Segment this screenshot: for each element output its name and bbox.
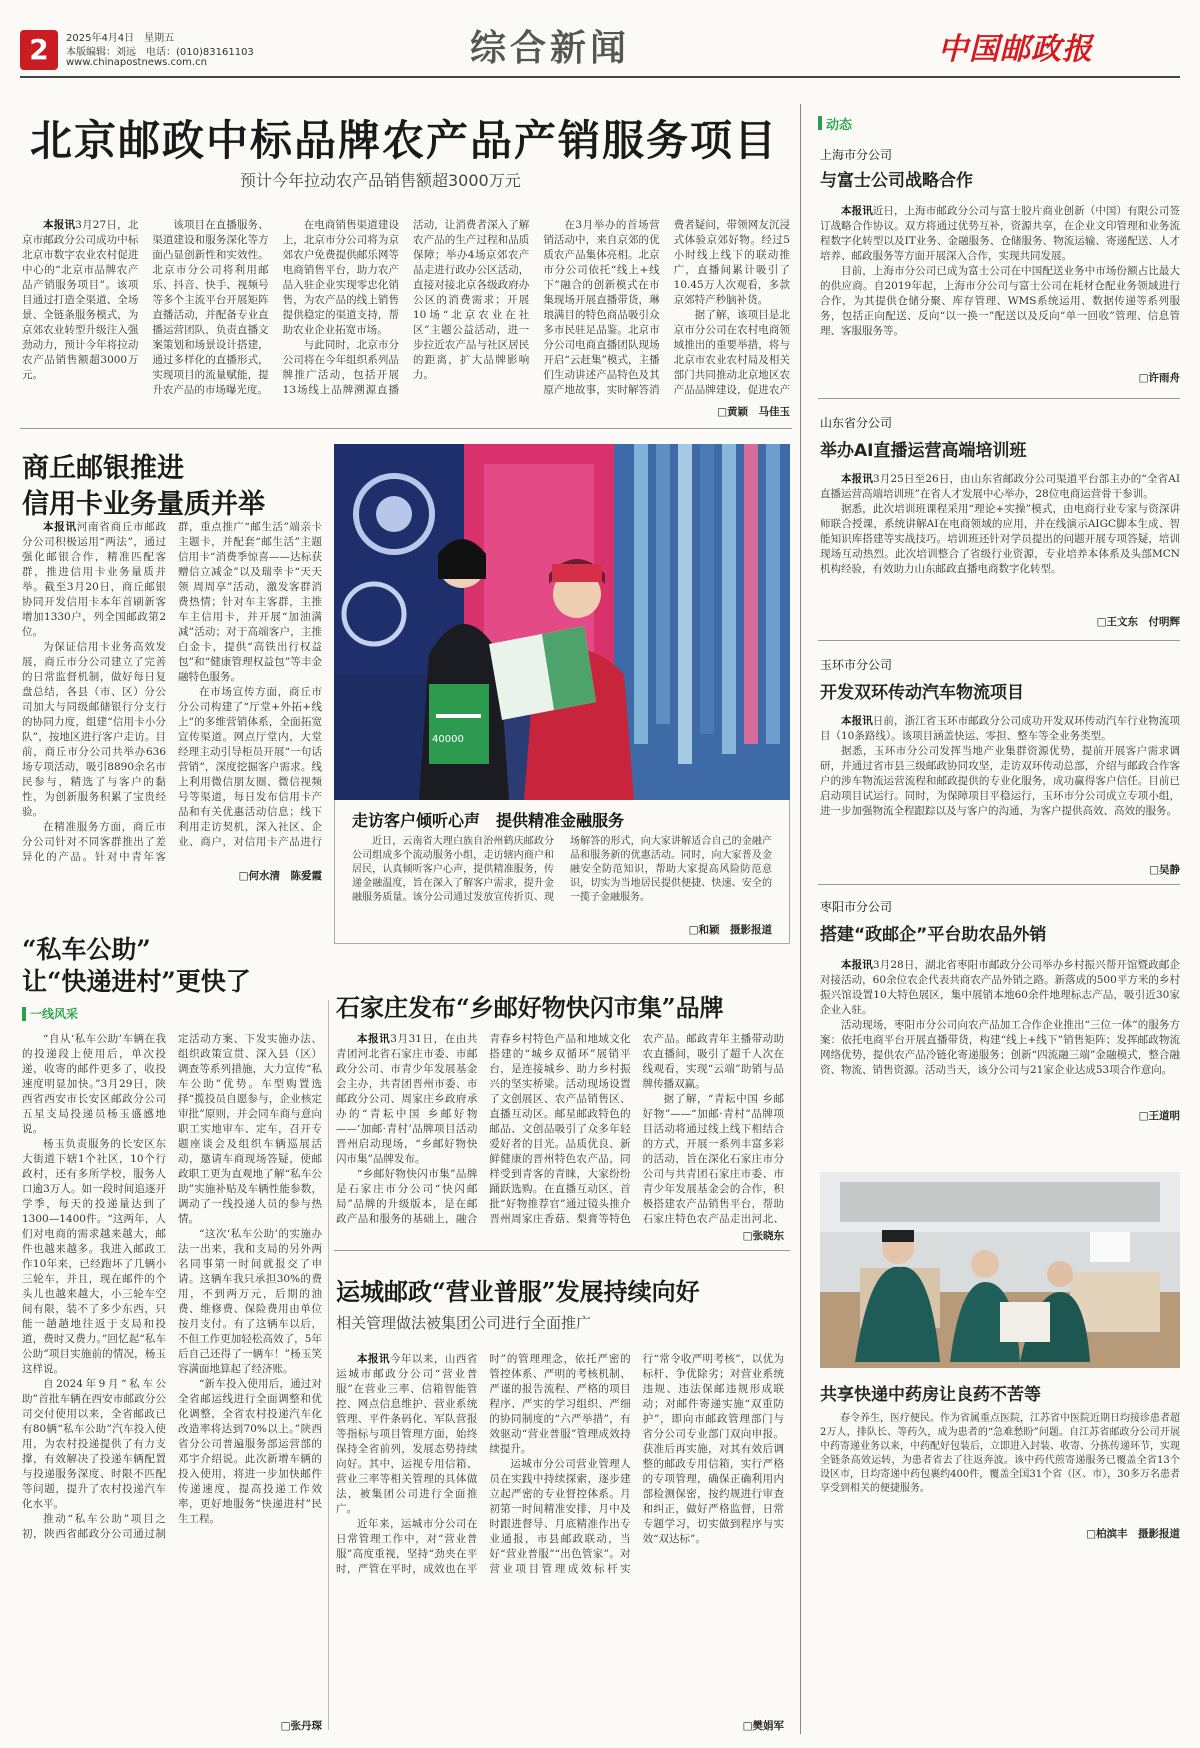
lead-subtitle: 预计今年拉动农产品销售额超3000万元 bbox=[240, 171, 521, 190]
rule-above-yuncheng bbox=[334, 1250, 790, 1251]
editor-line: 本版编辑：刘远 电话：(010)83161103 bbox=[66, 47, 254, 58]
lead-title: 北京邮政中标品牌农产品产销服务项目 bbox=[30, 116, 779, 165]
yuncheng-p1: 今年以来，山西省运城市邮政分公司“营业普服”在营业三率、信箱智能管控、网点信息维护、营业系统管理、平件条码化、军队营报等指标与项目管理方面，始终保持全省前列，发展态势持续向好。其中，运视专用信箱、营业三率等相关管理的具体做法，被集团公司进行全面推广。 bbox=[336, 1353, 478, 1515]
sidebar-rule-1 bbox=[818, 398, 1180, 399]
sidebar-item-author-3: □吴静 bbox=[1149, 864, 1180, 876]
sidebar-item-title-3: 开发双环传动汽车物流项目 bbox=[820, 683, 1024, 703]
shijiazhuang-p1: 3月31日，在由共青团河北省石家庄市委、市邮政分公司、市青少年发展基金会主办，共青团晋州市委、市邮政分公司、周家庄乡政府承办的“青耘中国 乡邮好物——‘加邮·青村’品牌项目活动晋州启动现场，“乡邮好物快闪市集”品牌发布。 bbox=[336, 1033, 478, 1165]
shijiazhuang-body bbox=[336, 1032, 784, 1228]
private-car-p6: “新车投入使用后，通过对全省邮运线进行全面调整和优化调整，全省农村投递汽车化改造率将达到70%以上。”陕西省分公司普遍服务部运营部的邓宇介绍说。此次新增车辆的投入使用，将进一步加快邮件传递速度，提高投递工作效率，更好地服务“快递进村”民生工程。 bbox=[178, 1378, 322, 1525]
sidebar-item-2-p1: 3月25日至26日，由山东省邮政分公司渠道平台部主办的“全省AI直播运营高端培训班”在省人才发展中心举办，28位电商运营骨干参训。 bbox=[820, 473, 1180, 500]
sidebar-item-org-1: 上海市分公司 bbox=[820, 148, 893, 162]
sidebar-rule-2 bbox=[818, 640, 1180, 641]
page-number: 2 bbox=[29, 33, 49, 66]
lead-p6: 据了解，该项目是北京市分公司在农村电商领域推出的重要举措，将与北京市农业农村局及相关部门共同推动北京地区农产品品牌建设，促进农产 bbox=[673, 309, 790, 396]
private-car-p3: 自2024年9月“私车公助”首批车辆在西安市邮政分公司交付使用以来，全省邮政已有80辆“私车公助”汽车投入使用，为农村投递提供了有力支撑，有效解决了投递车辆配置与投递服务深度、时限不匹配等问题，提升了农村投递汽车化水平。 bbox=[22, 1378, 166, 1510]
lead-p1: 3月27日，北京市邮政分公司成功中标北京市数字农业农村促进中心的“北京市品牌农产品产销服务项目”。该项目通过打造全渠道、全场景、全链条服务模式，为京郊农业转型升级注入强劲动力，预计今年将拉动农产品销售额超3000万元。 bbox=[22, 219, 139, 381]
sidebar-item-2-p2: 据悉，此次培训班课程采用“理论+实操”模式，由电商行业专家与资深讲师联合授课，系统讲解AI在电商领域的应用，并在线演示AIGC脚本生成、智能知识库搭建等实战技巧。培训班还针对学员提出的问题开展专项答疑，培训现场互动热烈。此次培训整合了省级行业资源，专业培养本体系及头部MCN机构经验，有效助力山东邮政直播电商数字化转型。 bbox=[820, 503, 1180, 575]
sidebar-item-4-p1: 3月28日，湖北省枣阳市邮政分公司举办乡村振兴帮开馆暨政邮企对接活动，60余位农企代表共商农产品外销之路。新落成的500平方米的乡村振兴馆设置10大特色展区，集中展销本地60余件地理标志产品，吸引近30家企业入驻。 bbox=[820, 959, 1180, 1016]
private-car-title-1: “私车公助” bbox=[22, 935, 151, 964]
shangqiu-title-2: 信用卡业务量质并举 bbox=[22, 489, 265, 520]
sidebar-tag-bar bbox=[818, 116, 822, 130]
pharmacy-text bbox=[820, 1412, 1180, 1528]
sidebar-item-title-4: 搭建“政邮企”平台助农品外销 bbox=[820, 925, 1047, 945]
yuncheng-p3: 运城市分公司营业管理人员在实践中持续探索，逐步建立起严密的专业督控体系。月初第一时间精准安排，月中及时跟进督导、月底精准作出专业通报，市县邮政联动，当好“营业普服”“出色管家”。对营业项目管理成效标杆实行“常令收严明考核”，以优为标杆、争优除劣；对营业系统违规、违法保邮违规形成联动；对邮件寄递实施“双重防护”，即向市邮政管理部门与省分公司专业部门双向申报。获准后再实施，对其有效后调整的邮政专用信箱，实行严格的专项管理，确保正确利用内部检测保密，按约规进行审查和纠正，做好严格监督，日常专题学习，切实做到程序与实效“双达标”。 bbox=[489, 1353, 784, 1575]
shijiazhuang-title: 石家庄发布“乡邮好物快闪市集”品牌 bbox=[336, 993, 724, 1022]
sidebar-item-body-4 bbox=[820, 958, 1180, 1108]
pharmacy-p1: 春令养生，医疗便民。作为省属重点医院，江苏省中医院近期日均接诊患者超2万人，排队长、等药久，成为患者的“急难愁盼”问题。自江苏省邮政分公司开展中药寄递业务以来，中药配好包装后，立即进入封装、收寄、分拣传递环节，实现全链条高效运转，为患者省去了往返奔波。该中药代煎寄递服务已覆盖全省13个设区市，日均寄递中药包裹约400件，覆盖全国31个省（区、市），30多万名患者享受到相关的便捷服务。 bbox=[820, 1413, 1180, 1494]
sidebar-item-3-p2: 据悉，玉环市分公司发挥当地产业集群资源优势，提前开展客户需求调研，并通过省市县三级邮政协同攻坚，走访双环传动总部，介绍与邮政合作客户的涉车物流运营流程和邮政提供的专业化服务，成功赢得客户信任。目前已启动项目试运行。同时，为保障项目平稳运行，玉环市分公司成立专项小组，进一步加强物流全程跟踪以及与客户的沟通，为客户提供高效、高效的服务。 bbox=[820, 745, 1180, 817]
bank-visit-photo bbox=[334, 444, 790, 800]
private-car-p4: 推动“私车公助”项目之初，陕西省邮政分公司通过制定活动方案、下发实施办法、组织政策宣贯、深入县（区）调查等系列措施，大力宣传“私车公助”优势。车型购置选择“揽投员自愿参与，企业核定审批”原则，并会同车商与意向职工实地审车、定车，召开专题座谈会及组织车辆巡展活动，邀请车商现场答疑，使邮政职工更为直观地了解“私车公助”实施补贴及车辆性能参数，调动了一线投递人员的参与热情。 bbox=[22, 1033, 322, 1540]
private-car-body bbox=[22, 1032, 322, 1720]
masthead-rule bbox=[20, 76, 1180, 78]
shangqiu-p2: 为保证信用卡业务高效发展，商丘市分公司建立了完善的日常监督机制，做好每日复盘总结，各县（市、区）分公司加大与同级邮储银行分支行的协同力度，组建“信用卡小分队”，按地区进行客户走访。目前，商丘市分公司共举办636场专项活动，吸引8890余名市民参与，精选了与客户的黏性，为创新服务积累了宝贵经验。 bbox=[22, 641, 166, 818]
lead-body bbox=[22, 218, 790, 404]
pharmacy-title: 共享快递中药房让良药不苦等 bbox=[820, 1385, 1041, 1405]
shangqiu-p3: 在精准服务方面，商丘市分公司针对不同客群推出了差异化的产品。针对中青年客群，重点推广“邮生活”端亲卡主题卡，并配套“邮生活”主题信用卡“消费季惊喜——达标获赠信立减金”以及瑞幸卡“天天领 周周享”活动，激发客群消费热情；针对车主客群，主推车主信用卡，并开展“加油满减”活动；对于高端客户，主推白金卡，提供“高铁出行权益包”和“健康管理权益包”等丰金融特色服务。 bbox=[22, 521, 322, 863]
column-divider-left bbox=[328, 1000, 329, 1730]
sidebar-lead-in-1: 本报讯 bbox=[841, 205, 873, 217]
shangqiu-p1: 河南省商丘市邮政分公司积极运用“两法”，通过强化邮银合作，精准匹配客群，推进信用卡业务量质并举。截至3月20日，商丘邮银协同开发信用卡本年首刷新客增加1330户，列全国邮政第2位。 bbox=[22, 521, 166, 638]
yuncheng-body bbox=[336, 1352, 784, 1718]
photo-caption-title: 走访客户倾听心声 提供精准金融服务 bbox=[352, 811, 625, 830]
section-title: 综合新闻 bbox=[469, 27, 630, 69]
brand-logo: 中国邮政报 bbox=[938, 32, 1093, 67]
lead-p2: 该项目在直播服务、渠道建设和服务深化等方面凸显创新性和实效性。北京市分公司将利用邮乐、抖音、快手、视频号等多个主流平台开展矩阵直播活动，并配备专业直播运营团队，负责直播文案策划和场景设计搭建，通过多样化的直播形式，实现项目的流量赋能，提升农产品的市场曝光度。 bbox=[152, 219, 269, 396]
column-tag: 一线风采 bbox=[30, 1007, 79, 1021]
pharmacy-author: □柏滨丰 摄影报道 bbox=[1086, 1528, 1180, 1540]
rule-under-lead bbox=[20, 428, 792, 429]
sidebar-item-3-p1: 日前，浙江省玉环市邮政分公司成功开发双环传动汽车行业物流项目（10条路线）。该项目涵盖快运、零担、整车等全业务类型。 bbox=[820, 715, 1180, 742]
photo-caption-border bbox=[334, 800, 790, 944]
shijiazhuang-author: □张晓东 bbox=[742, 1230, 784, 1242]
shijiazhuang-p3: 据了解，“青耘中国 乡邮好物”——“加邮·青村”品牌项目活动将通过线上线下相结合的方式，开展一系列丰富多彩的活动，旨在深化石家庄市分公司与共青团石家庄市委、市青少年发展基金会的合作，积极搭建农产品销售平台，帮助石家庄特色农产品走出河北、 bbox=[642, 1093, 784, 1225]
sidebar-item-body-1 bbox=[820, 204, 1180, 370]
sidebar-item-1-p1: 近日，上海市邮政分公司与富士胶片商业创新（中国）有限公司签订战略合作协议。双方将通过优势互补，资源共享，在企业文印管理和业务流程数字化转型以及IT业务、金融服务、仓储服务、物流运输、寄递配送、人才培养、邮政服务等方面开展深入合作，实现共同发展。 bbox=[820, 205, 1180, 262]
private-car-p5: “这次‘私车公助’的实施办法一出来，我和支局的另外两名同事第一时间就报交了申请。这辆车我只承担30%的费用，不到两万元，后期的油费、维修费、保险费用由单位按月支付。有了这辆车以后，不但工作更加轻松高效了，5年后自己还得了一辆车！”杨玉笑容满面地算起了经济账。 bbox=[178, 1228, 322, 1375]
shangqiu-body bbox=[22, 520, 322, 870]
shangqiu-lead-in: 本报讯 bbox=[43, 521, 77, 533]
column-tag-bar bbox=[22, 1007, 26, 1021]
lead-p5: 在3月举办的首场营销活动中，来自京郊的优质农产品集体亮相。北京市分公司依托“线上+线下”融合的创新模式在市集现场开展直播带货，琳琅满目的特色商品吸引众多市民驻足品鉴。北京市分公司电商直播团队现场开启“云赶集”模式，主播们生动讲述产品特色及其原产地故事，实时解答消费者疑问，带领网友沉浸式体验京郊好物。经过5小时线上线下的联动推广，直播间累计吸引了10.45万人次观看，多款京郊特产秒脑补货。 bbox=[543, 219, 790, 396]
shangqiu-author: □何水清 陈爱霞 bbox=[238, 870, 322, 882]
sidebar-tag: 动态 bbox=[826, 118, 853, 133]
yuncheng-subtitle: 相关管理做法被集团公司进行全面推广 bbox=[336, 1314, 592, 1332]
sidebar-item-author-1: □许雨舟 bbox=[1138, 372, 1180, 384]
yuncheng-title: 运城邮政“营业普服”发展持续向好 bbox=[336, 1277, 700, 1306]
shijiazhuang-lead-in: 本报讯 bbox=[357, 1033, 391, 1045]
yuncheng-author: □樊娟军 bbox=[742, 1720, 784, 1732]
lead-p4: 与此同时，北京市分公司将在今年组织系列品牌推广活动，包括开展13场线上品牌溯源直播活动，让消费者深入了解农产品的生产过程和品质保障；举办4场京郊农产品走进行政办公区活动，直接对接北京各级政府办公区的消费需求；开展10场“北京农业在社区”主题公益活动，进一步拉近农产品与社区居民的距离，扩大品牌影响力。 bbox=[282, 219, 530, 396]
lead-author: □黄颖 马佳玉 bbox=[717, 406, 790, 418]
sidebar-lead-in-3: 本报讯 bbox=[841, 715, 873, 727]
private-car-title-2: 让“快递进村”更快了 bbox=[22, 967, 251, 996]
sidebar-lead-in-2: 本报讯 bbox=[841, 473, 873, 485]
private-car-p1: “自从‘私车公助’车辆在我的投递段上使用后，单次投递，收寄的邮件更多了，收投速度明显加快。”3月29日，陕西省西安市长安区邮政分公司五星支局投递员杨玉盛感地说。 bbox=[22, 1033, 166, 1135]
site-url[interactable]: www.chinapostnews.com.cn bbox=[66, 57, 207, 68]
private-car-author: □张丹琛 bbox=[280, 1720, 322, 1732]
sidebar-item-title-2: 举办AI直播运营高端培训班 bbox=[820, 441, 1027, 461]
photo-caption-p1: 近日，云南省大理白族自治州鹤庆邮政分公司组成多个流动服务小组，走访辖内商户和居民，认真倾听客户心声，提供精准服务，传递金融温度，旨在深入了解客户需求，提升金融服务质量。该分公司通过发放宣传折页、现场解答的形式，向大家讲解适合自己的金融产品和服务新的优惠活动。同时，向大家普及金融安全防范知识，帮助大家提高风险防范意识，切实为当地居民提供便捷、快速、安全的一揽子金融服务。 bbox=[352, 836, 772, 903]
sidebar-item-1-p2: 目前，上海市分公司已成为富士公司在中国配送业务中市场份额占比最大的供应商。自2019年起，上海市分公司与富士公司在耗材仓配业务领域进行合作，为其提供仓储分聚、库存管理、WMS系统运用、数据传递等系列服务，包括正向配送、反向“以一换一”配送以及反向“单一回收”管理、信息管理、客服服务等。 bbox=[820, 265, 1180, 337]
yuncheng-p2: 近年来，运城市分公司在日常管理工作中，对“营业普服”高度重视，坚持“劲夹在平时，严管在平时，成效也在平时”的管理理念，依托严密的管控体系、严明的考核机制、严谨的报告流程、严格的项目程序、严实的学习组织、严细的协同制度的“六严举措”，有效驱动“营业普服”管理成效持续提升。 bbox=[336, 1353, 631, 1575]
sidebar-lead-in-4: 本报讯 bbox=[841, 959, 873, 971]
shijiazhuang-p2: “乡邮好物快闪市集”品牌是石家庄市分公司“快闪邮局”品牌的升级版本，是在邮政产品和服务的基础上，融合青春乡村特色产品和地域文化搭建的“城乡双循环”展销平台，是连接城乡、助力乡村振兴的坚实桥梁。活动现场设置了文创展区、农产品销售区、直播互动区。邮星邮政特色的邮品、文创品吸引了众多年轻爱好者的目光。品质优良、新鲜健康的晋州特色农产品，同样受到青客的青睐，大家纷纷踊跃选购。在直播互动区，首批“好物推荐官”通过镜头推介晋州周家庄香菇、梨膏等特色农产品。邮政青年主播带动助农直播间，吸引了超千人次在线观看，实现“云端”助销与品牌传播双赢。 bbox=[336, 1033, 784, 1225]
green-bag-label: 40000 bbox=[432, 734, 464, 745]
shangqiu-p4: 在市场宣传方面，商丘市分公司构建了“厅堂+外拓+线上”的多维营销体系，全面拓宽宣传渠道。网点厅堂内，大堂经理主动引导柜员开展“一句话营销”，深度挖掘客户需求。线上利用微信朋友圈、微信视频号等渠道，每日发布信用卡产品和有关优惠活动信息；线下利用走访契机，深入社区、企业、商户，对信用卡产品进行 bbox=[178, 686, 322, 848]
date-line: 2025年4月4日 星期五 bbox=[66, 33, 175, 44]
sidebar-item-org-4: 枣阳市分公司 bbox=[820, 900, 893, 914]
sidebar-rule-3 bbox=[818, 884, 1180, 885]
sidebar-item-title-1: 与富士公司战略合作 bbox=[820, 171, 973, 191]
sidebar-item-body-2 bbox=[820, 472, 1180, 616]
private-car-p2: 杨玉负责服务的长安区东大街道下辖1个社区，10个行政村，还有多所学校，服务人口逾3万人。如一段时间追逐开学季，每天的投递量达到了1300—1400件。“这两年，人们对电商的需求越来越大，邮件也越来越多。我进入邮政工作10年来，已经跑坏了几辆小三轮车，并且，现在邮件的个头儿也越来越大，小三轮车空间有限，装不了多少东西，只能一趟趟地往返于支局和投道，费时又费力。”回忆起“私车公助”项目实施前的情况，杨玉这样说。 bbox=[22, 1138, 166, 1375]
lead-p3: 在电商销售渠道建设上，北京市分公司将为京郊农户免费提供邮乐网等电商销售平台，助力农产品入驻企业实现零忠化销售，为农产品的线上销售提供稳定的渠道支持，帮助农业企业拓宽市场。 bbox=[282, 219, 399, 336]
sidebar-divider bbox=[800, 104, 801, 1734]
sidebar-item-org-3: 玉环市分公司 bbox=[820, 658, 893, 672]
sidebar-item-org-2: 山东省分公司 bbox=[820, 416, 893, 430]
sidebar-item-author-2: □王文东 付明辉 bbox=[1096, 616, 1180, 628]
sidebar-item-author-4: □王道明 bbox=[1138, 1110, 1180, 1122]
yuncheng-lead-in: 本报讯 bbox=[357, 1353, 390, 1365]
sidebar-item-4-p2: 活动现场，枣阳市分公司向农产品加工合作企业推出“三位一体”的服务方案：依托电商平台开展直播带货，构建“线上+线下”销售矩阵；发挥邮政物流网络优势，提供农产品冷链化寄递服务；创新“四流融三端”金融模式，整合融资、物流、销售资源。活动当天，该分公司与21家企业达成53项合作意向。 bbox=[820, 1019, 1180, 1076]
pharmacy-photo bbox=[820, 1172, 1180, 1368]
lead-in: 本报讯 bbox=[43, 219, 76, 231]
photo-caption-author: □和颖 摄影报道 bbox=[688, 924, 772, 936]
sidebar-item-body-3 bbox=[820, 714, 1180, 866]
shangqiu-title-1: 商丘邮银推进 bbox=[22, 453, 184, 484]
